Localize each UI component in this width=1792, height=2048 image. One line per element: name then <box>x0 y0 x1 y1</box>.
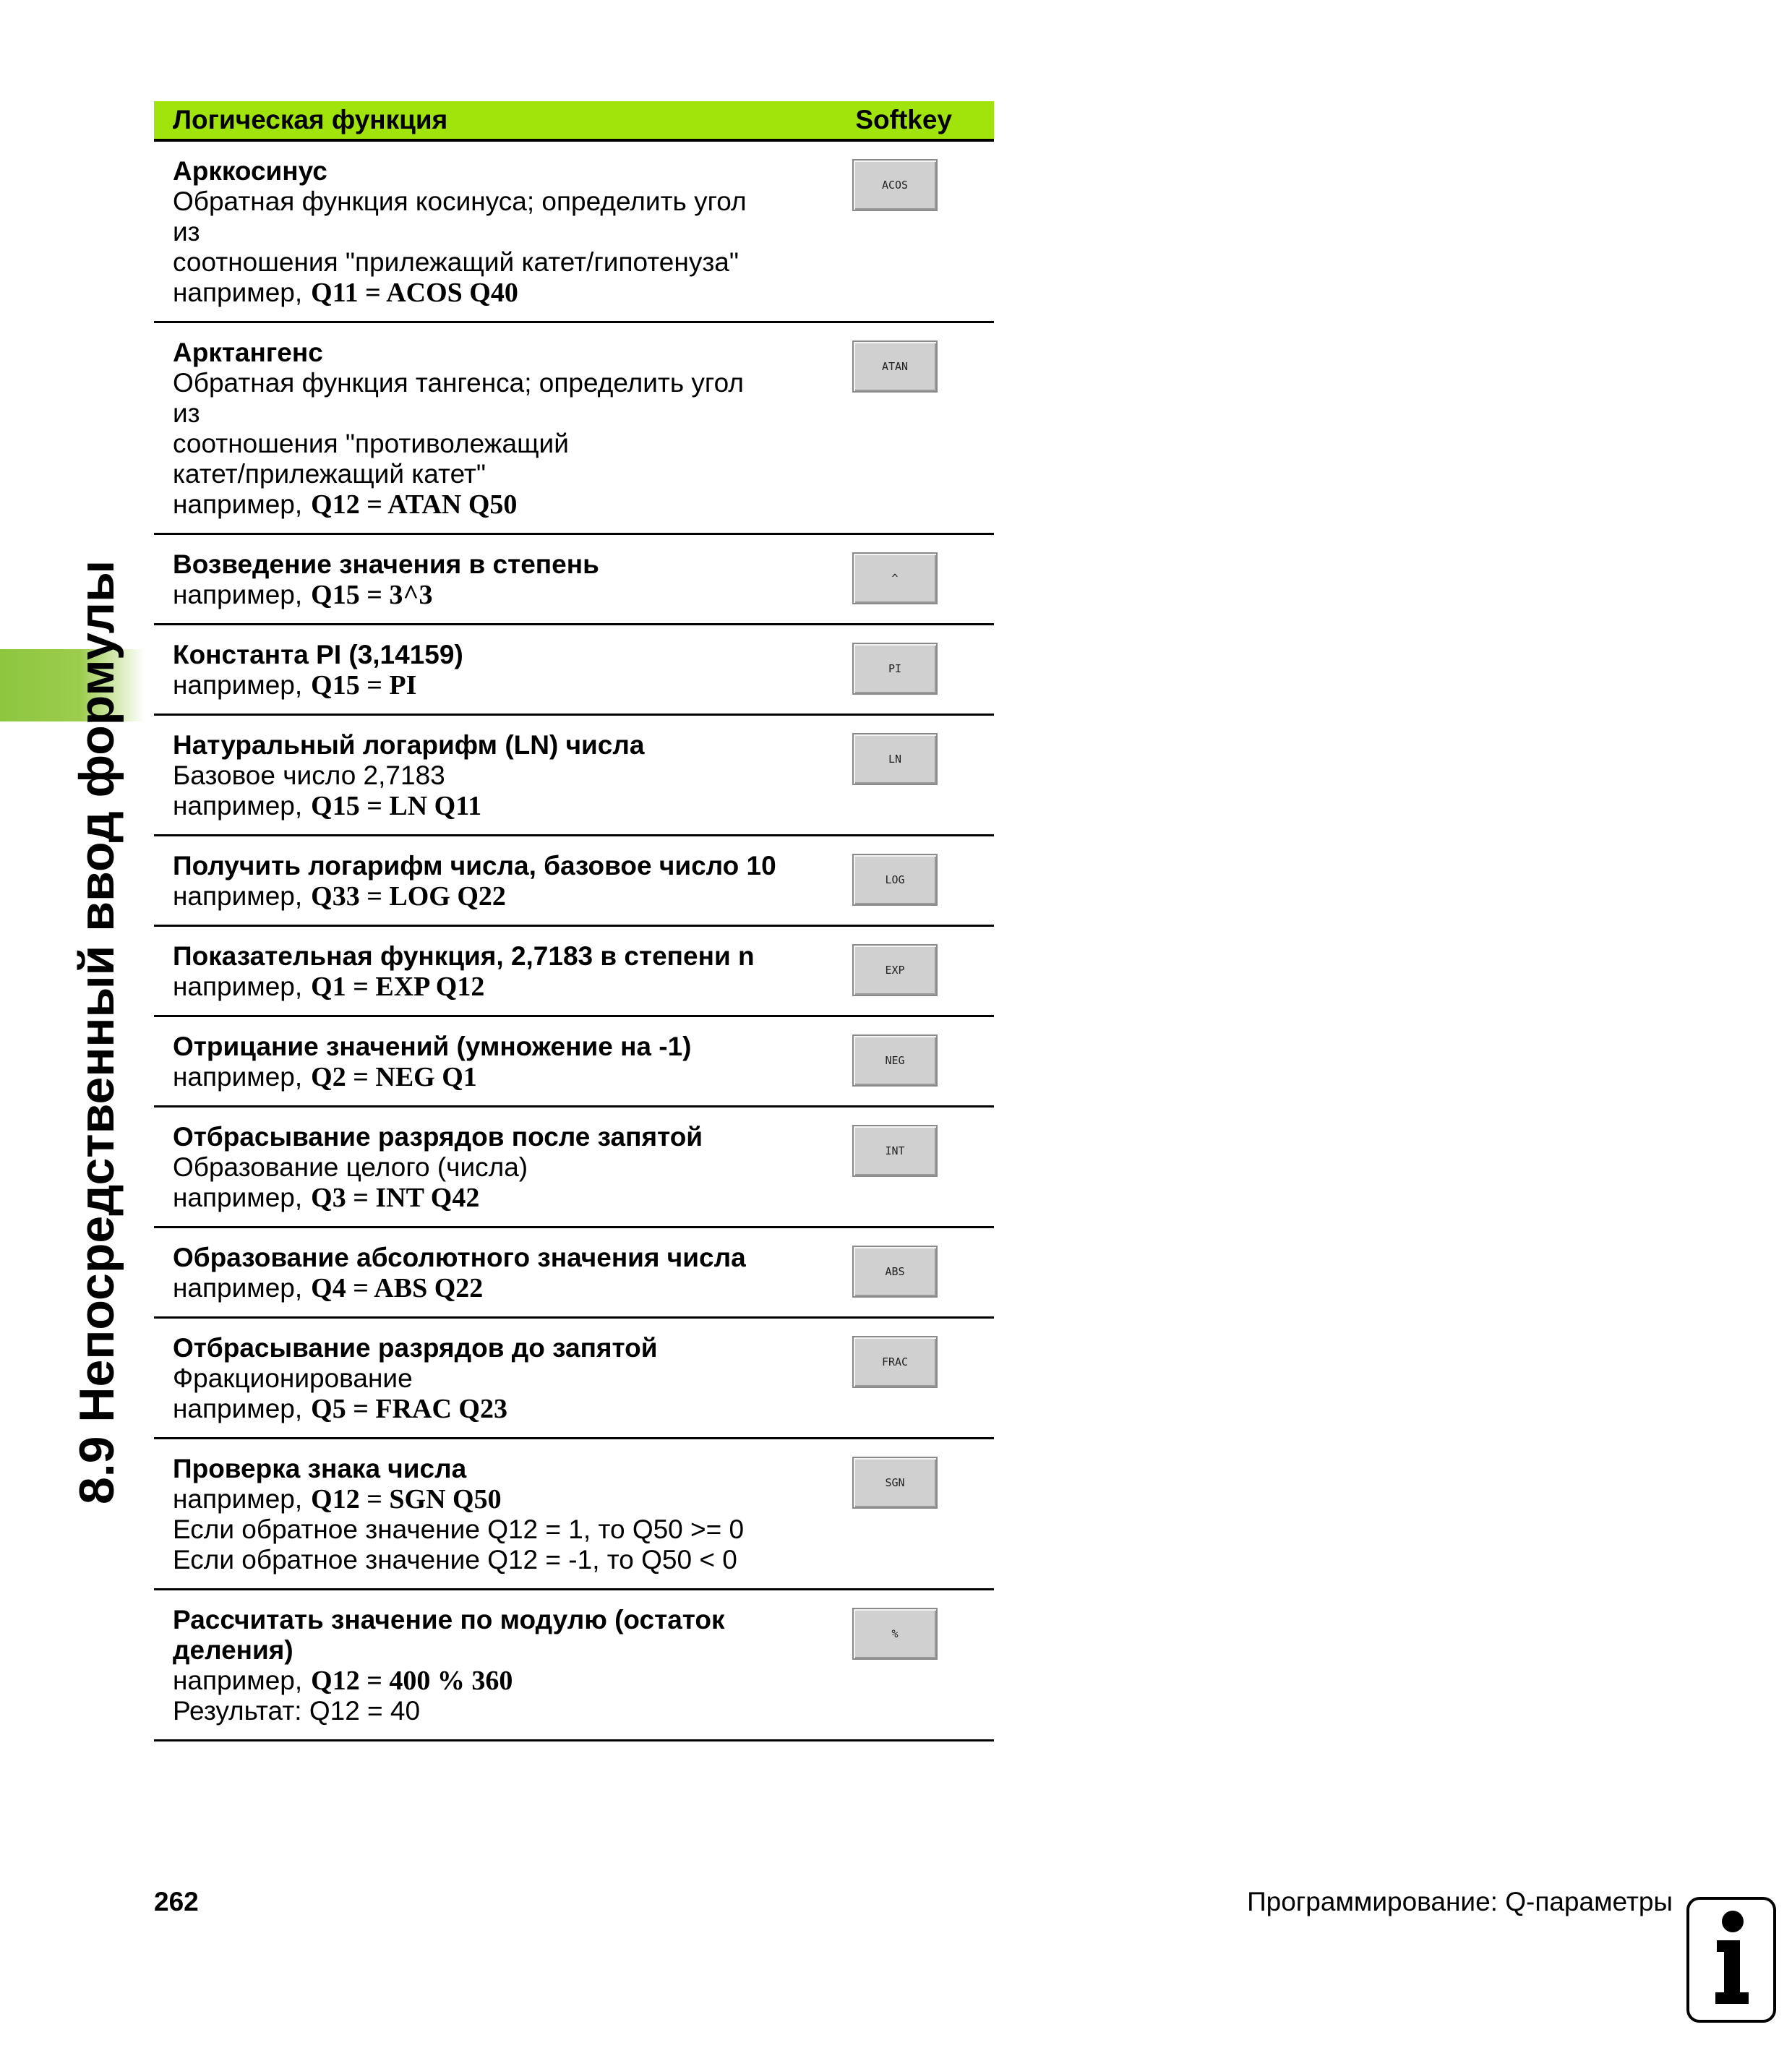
example-prefix: например, <box>173 1273 303 1303</box>
example-code: Q33 = LOG Q22 <box>311 881 506 912</box>
softkey-button[interactable]: ATAN <box>852 340 938 393</box>
softkey-button[interactable]: EXP <box>852 944 938 996</box>
softkey-button[interactable]: ^ <box>852 552 938 604</box>
function-note: Если обратное значение Q12 = 1, то Q50 >= 0 Если обратное значение Q12 = -1, то Q50 < 0 <box>173 1514 745 1574</box>
table-row <box>154 1319 994 1439</box>
function-example <box>173 1273 777 1303</box>
example-prefix: например, <box>173 972 303 1001</box>
function-example <box>173 1394 777 1424</box>
function-title: Натуральный логарифм (LN) числа <box>173 730 645 760</box>
softkey-button[interactable]: FRAC <box>852 1336 938 1388</box>
example-code: Q12 = ATAN Q50 <box>311 489 518 520</box>
example-prefix: например, <box>173 1484 303 1514</box>
table-row <box>154 927 994 1017</box>
example-code: Q15 = PI <box>311 670 417 700</box>
softkey-button[interactable]: ABS <box>852 1246 938 1298</box>
example-prefix: например, <box>173 1394 303 1423</box>
example-code: Q12 = SGN Q50 <box>311 1484 502 1514</box>
softkey-button[interactable]: LN <box>852 733 938 785</box>
page-number: 262 <box>154 1887 199 1916</box>
header-softkey: Softkey <box>855 105 952 134</box>
table-row <box>154 142 994 323</box>
function-example <box>173 1666 777 1696</box>
function-example <box>173 580 777 610</box>
section-title: 8.9 Непосредственный ввод формулы <box>69 560 124 1505</box>
example-code: Q4 = ABS Q22 <box>311 1273 484 1303</box>
example-code: Q15 = LN Q11 <box>311 791 482 821</box>
function-title: Арккосинус <box>173 156 327 186</box>
function-description: Фракционирование <box>173 1363 413 1393</box>
function-title: Проверка знака числа <box>173 1454 467 1483</box>
table-row <box>154 1590 994 1741</box>
example-prefix: например, <box>173 1062 303 1092</box>
example-code: Q15 = 3^3 <box>311 580 433 610</box>
example-prefix: например, <box>173 670 303 700</box>
table-row <box>154 716 994 836</box>
info-icon <box>1686 1897 1776 2023</box>
example-code: Q3 = INT Q42 <box>311 1183 480 1213</box>
table-row <box>154 1439 994 1590</box>
table-row <box>154 1017 994 1107</box>
function-title: Показательная функция, 2,7183 в степени n <box>173 941 755 971</box>
function-example <box>173 1062 777 1092</box>
function-title: Образование абсолютного значения числа <box>173 1243 746 1272</box>
function-title: Рассчитать значение по модулю (остаток деления) <box>173 1605 725 1665</box>
function-title: Возведение значения в степень <box>173 549 599 579</box>
function-example <box>173 670 777 700</box>
table-row <box>154 323 994 535</box>
example-code: Q11 = ACOS Q40 <box>311 278 518 308</box>
example-code: Q5 = FRAC Q23 <box>311 1394 507 1424</box>
function-title: Отбрасывание разрядов до запятой <box>173 1333 658 1363</box>
table-body <box>154 142 994 1741</box>
softkey-button[interactable]: ACOS <box>852 159 938 211</box>
table-row <box>154 535 994 625</box>
table-row <box>154 625 994 716</box>
table-header <box>154 101 994 142</box>
function-description: Обратная функция тангенса; определить угол из соотношения "противолежащий катет/прилежащий катет" <box>173 368 744 489</box>
example-prefix: например, <box>173 278 303 307</box>
softkey-button[interactable]: NEG <box>852 1034 938 1087</box>
chapter-title: Программирование: Q-параметры <box>1247 1887 1673 1916</box>
function-title: Получить логарифм числа, базовое число 10 <box>173 851 776 881</box>
function-example <box>173 791 777 821</box>
softkey-button[interactable]: SGN <box>852 1457 938 1509</box>
example-code: Q1 = EXP Q12 <box>311 972 485 1002</box>
softkey-button[interactable]: INT <box>852 1125 938 1177</box>
functions-table <box>154 101 994 1741</box>
function-example <box>173 1183 777 1213</box>
function-note: Результат: Q12 = 40 <box>173 1696 421 1726</box>
function-title: Отрицание значений (умножение на -1) <box>173 1032 692 1061</box>
softkey-button[interactable]: LOG <box>852 854 938 906</box>
table-row <box>154 836 994 927</box>
function-description: Базовое число 2,7183 <box>173 760 445 790</box>
example-code: Q2 = NEG Q1 <box>311 1062 477 1092</box>
function-example <box>173 489 777 520</box>
function-title: Отбрасывание разрядов после запятой <box>173 1122 703 1152</box>
function-example <box>173 881 777 912</box>
softkey-button[interactable]: PI <box>852 643 938 695</box>
example-prefix: например, <box>173 489 303 519</box>
function-example <box>173 278 777 308</box>
example-prefix: например, <box>173 580 303 609</box>
example-prefix: например, <box>173 1666 303 1695</box>
example-code: Q12 = 400 % 360 <box>311 1666 513 1696</box>
example-prefix: например, <box>173 881 303 911</box>
function-description: Обратная функция косинуса; определить угол из соотношения "прилежащий катет/гипотенуза" <box>173 187 747 277</box>
table-row <box>154 1107 994 1228</box>
function-title: Константа PI (3,14159) <box>173 640 463 669</box>
function-description: Образование целого (числа) <box>173 1152 528 1182</box>
function-title: Арктангенс <box>173 338 323 367</box>
example-prefix: например, <box>173 791 303 821</box>
table-row <box>154 1228 994 1319</box>
softkey-button[interactable]: % <box>852 1608 938 1660</box>
example-prefix: например, <box>173 1183 303 1212</box>
function-example <box>173 1484 777 1514</box>
header-function: Логическая функция <box>173 105 448 134</box>
function-example <box>173 972 777 1002</box>
